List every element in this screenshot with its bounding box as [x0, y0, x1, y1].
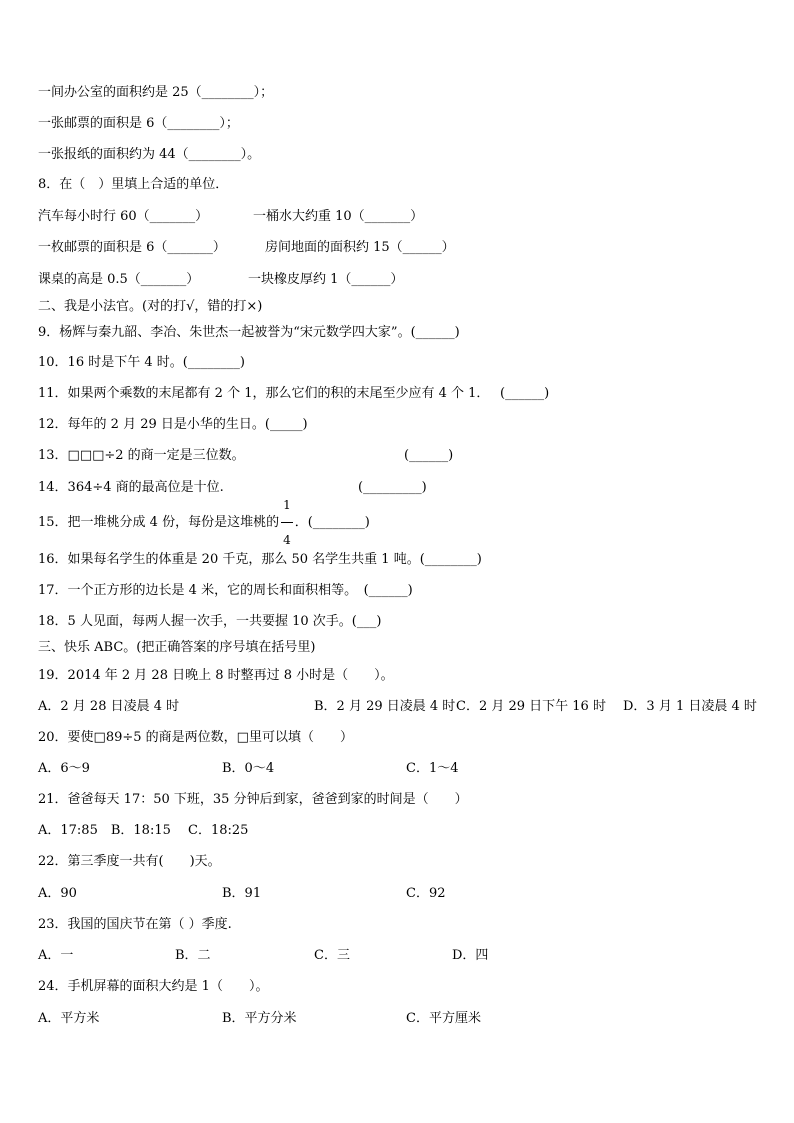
question-15 — [38, 497, 370, 547]
question-12: 12．每年的 2 月 29 日是小华的生日。(_____) — [38, 417, 308, 432]
fraction-denominator: 4 — [283, 532, 291, 547]
question-13-blank: (______) — [404, 448, 454, 463]
option-20a: A．6～9 — [38, 761, 90, 776]
question-9: 9．杨辉与秦九韶、李冶、朱世杰一起被誉为“宋元数学四大家”。(______) — [38, 325, 460, 340]
question-22: 22．第三季度一共有( )天。 — [38, 854, 221, 869]
question-11: 11．如果两个乘数的末尾都有 2 个 1，那么它们的积的末尾至少应有 4 个 1． (______) — [38, 386, 550, 401]
section-heading-2: 二、我是小法官。(对的打√，错的打×) — [38, 299, 263, 314]
question-17: 17．一个正方形的边长是 4 米，它的周长和面积相等。 (______) — [38, 583, 413, 598]
question-8e: 课桌的高是 0.5（_______） — [38, 272, 200, 287]
question-14: 14．364÷4 商的最高位是十位. — [38, 480, 224, 495]
question-24: 24．手机屏幕的面积大约是 1（ ）。 — [38, 979, 269, 994]
question-15-text: 15．把一堆桃分成 4 份，每份是这堆桃的 — [38, 515, 280, 530]
question-14-blank: (_________) — [358, 480, 427, 495]
question-8: 8．在（ ）里填上合适的单位． — [38, 177, 229, 192]
option-20c: C．1～4 — [406, 761, 459, 776]
question-8a: 汽车每小时行 60（_______） — [38, 209, 209, 224]
option-19b: B．2 月 29 日凌晨 4 时 — [314, 699, 456, 714]
question-10: 10．16 时是下午 4 时。(________) — [38, 355, 245, 370]
option-22b: B．91 — [222, 886, 262, 901]
question-16: 16．如果每名学生的体重是 20 千克，那么 50 名学生共重 1 吨。(________) — [38, 552, 482, 567]
question-15-blank: ．(________) — [294, 515, 370, 530]
option-22a: A．90 — [38, 886, 77, 901]
option-23d: D．四 — [452, 948, 489, 963]
fraction-numerator: 1 — [281, 490, 293, 523]
question-23: 23．我国的国庆节在第（ ）季度. — [38, 917, 232, 932]
question-8d: 房间地面的面积约 15（______） — [265, 240, 455, 255]
option-23b: B．二 — [175, 948, 211, 963]
question-19: 19．2014 年 2 月 28 日晚上 8 时整再过 8 小时是（ ）。 — [38, 668, 394, 683]
question-8b: 一桶水大约重 10（_______） — [253, 209, 424, 224]
question-line: 一张邮票的面积是 6（________）； — [38, 116, 239, 131]
option-22c: C．92 — [406, 886, 446, 901]
question-8c: 一枚邮票的面积是 6（_______） — [38, 240, 226, 255]
option-24c: C．平方厘米 — [406, 1011, 481, 1026]
question-line: 一间办公室的面积约是 25（________）； — [38, 85, 274, 100]
option-24a: A．平方米 — [38, 1011, 100, 1026]
option-19d: D．3 月 1 日凌晨 4 时 — [623, 699, 757, 714]
section-heading-3: 三、快乐 ABC。(把正确答案的序号填在括号里) — [38, 640, 316, 655]
question-20: 20．要使□89÷5 的商是两位数，□里可以填（ ） — [38, 730, 353, 745]
option-20b: B．0～4 — [222, 761, 275, 776]
option-23c: C．三 — [314, 948, 350, 963]
option-19c: C．2 月 29 日下午 16 时 — [456, 699, 606, 714]
option-19a: A．2 月 28 日凌晨 4 时 — [38, 699, 180, 714]
fraction-one-quarter — [281, 490, 293, 555]
option-21-abc: A．17:85 B．18:15 C．18:25 — [38, 823, 249, 838]
question-21: 21．爸爸每天 17：50 下班，35 分钟后到家，爸爸到家的时间是（ ） — [38, 792, 468, 807]
question-8f: 一块橡皮厚约 1（______） — [248, 272, 404, 287]
question-line: 一张报纸的面积约为 44（________）。 — [38, 147, 261, 162]
question-13: 13．□□□÷2 的商一定是三位数。 — [38, 448, 245, 463]
option-24b: B．平方分米 — [222, 1011, 297, 1026]
question-18: 18．5 人见面，每两人握一次手，一共要握 10 次手。(___) — [38, 614, 382, 629]
option-23a: A．一 — [38, 948, 74, 963]
